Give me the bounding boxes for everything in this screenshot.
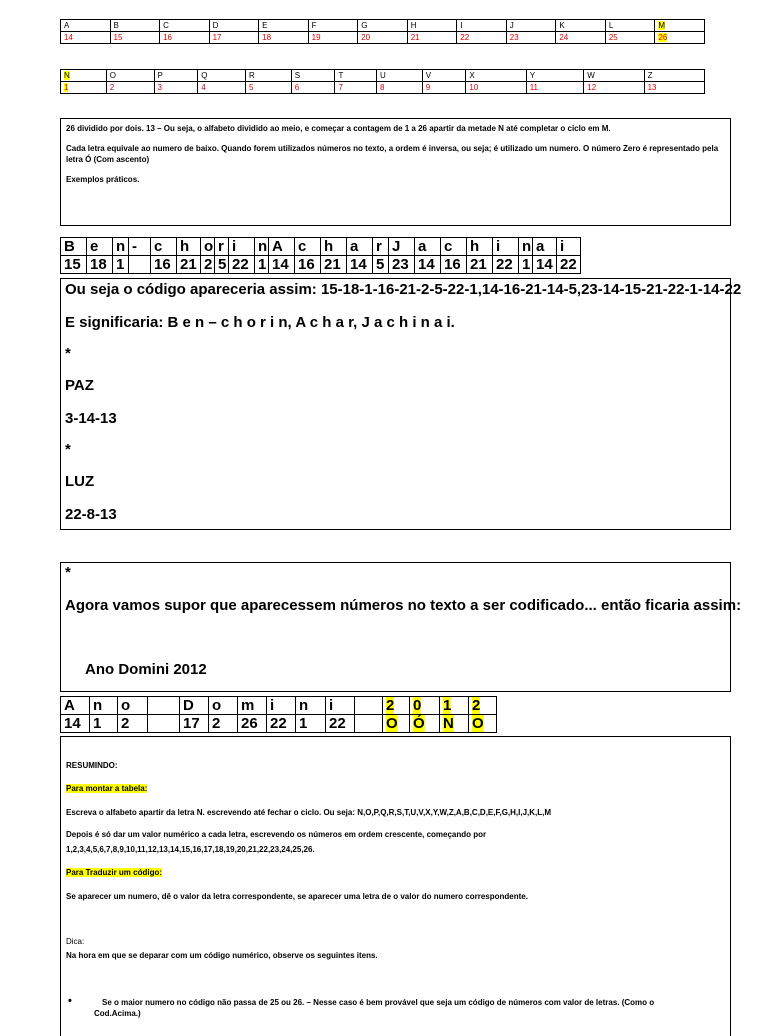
letter-cell: C: [160, 20, 210, 32]
summary-paragraph: 1,2,3,4,5,6,7,8,9,10,11,12,13,14,15,16,17,18,19,20,21,22,23,24,25,26.: [66, 845, 315, 854]
letter-cell: U: [376, 70, 422, 82]
letter-cell: H: [407, 20, 457, 32]
example-explanation-box: [60, 278, 742, 530]
number-cell: 2: [209, 715, 238, 733]
number-cell: 14: [347, 256, 373, 274]
letter-cell: F: [308, 20, 358, 32]
letter-cell: T: [335, 70, 377, 82]
letter-cell: n: [519, 238, 533, 256]
intro-box: [60, 118, 731, 226]
number-cell: 1: [90, 715, 118, 733]
number-cell: 22: [457, 32, 507, 44]
letter-cell: e: [87, 238, 113, 256]
number-cell: 19: [308, 32, 358, 44]
letter-cell: A: [61, 20, 111, 32]
letter-cell: h: [321, 238, 347, 256]
summary-paragraph: Na hora em que se deparar com um código numérico, observe os seguintes itens.: [66, 951, 378, 960]
letter-cell: a: [533, 238, 557, 256]
letter-cell: B: [110, 20, 160, 32]
letter-cell: -: [129, 238, 151, 256]
number-cell: 22: [326, 715, 355, 733]
letter-cell: n: [113, 238, 129, 256]
number-cell: 11: [526, 82, 584, 94]
number-cell: 9: [422, 82, 466, 94]
number-cell: 17: [180, 715, 209, 733]
letter-cell: B: [61, 238, 87, 256]
letter-cell: G: [358, 20, 408, 32]
number-cell: 21: [407, 32, 457, 44]
number-cell: 7: [335, 82, 377, 94]
letter-cell: O: [106, 70, 154, 82]
number-cell: 12: [584, 82, 644, 94]
letter-cell: o: [201, 238, 215, 256]
separator-star: *: [65, 345, 71, 362]
letter-cell: D: [209, 20, 259, 32]
letter-code-cell: O: [383, 715, 410, 733]
letter-code-cell: O: [469, 715, 497, 733]
number-cell: 18: [87, 256, 113, 274]
example-code: 3-14-13: [65, 410, 117, 427]
number-cell: 22: [267, 715, 296, 733]
letter-cell: o: [118, 697, 148, 715]
empty-cell: [148, 697, 180, 715]
letter-cell: o: [209, 697, 238, 715]
letter-cell: K: [556, 20, 606, 32]
number-cell: 1: [113, 256, 129, 274]
number-cell: 25: [605, 32, 655, 44]
number-cell: 17: [209, 32, 259, 44]
number-cell: 13: [644, 82, 704, 94]
intro-paragraph-3: Exemplos práticos.: [66, 175, 140, 184]
meaning-sentence: E significaria: B e n – c h o r i n, A c h a r, J a c h i n a i.: [65, 314, 455, 331]
summary-paragraph: Depois é só dar um valor numérico a cada letra, escrevendo os números em ordem crescente, começando por: [66, 830, 487, 839]
digit-cell: 2: [383, 697, 410, 715]
alphabet-table-n-z: [60, 69, 705, 94]
number-cell: 21: [467, 256, 493, 274]
number-cell: 2: [118, 715, 148, 733]
number-cell: 21: [321, 256, 347, 274]
number-cell: 14: [61, 715, 90, 733]
bullet-text: Cod.Acima.): [94, 1009, 141, 1018]
letter-cell: A: [269, 238, 295, 256]
letter-cell: P: [154, 70, 198, 82]
intro-paragraph-2: Cada letra equivale ao numero de baixo. Quando forem utilizados números no texto, a ordem é inversa, ou seja; é utilizado um numero. O número Zero é representado pela letra Ó (Com ascento): [66, 144, 719, 164]
letter-cell: A: [61, 697, 90, 715]
example-table-benchorin: [60, 237, 581, 274]
tip-label: Dica:: [66, 937, 85, 946]
number-cell: 2: [201, 256, 215, 274]
letter-cell: S: [291, 70, 335, 82]
number-cell: 1: [296, 715, 326, 733]
number-cell: 1: [519, 256, 533, 274]
number-cell: 23: [389, 256, 415, 274]
section-heading: Para montar a tabela:: [66, 784, 148, 793]
bullet-icon: •: [68, 995, 72, 1007]
empty-cell: [355, 697, 383, 715]
example-word: PAZ: [65, 377, 94, 394]
letter-cell: i: [493, 238, 519, 256]
number-cell: 16: [160, 32, 210, 44]
summary-paragraph: Se aparecer um numero, dê o valor da letra correspondente, se aparecer uma letra de o valor do numero correspondente.: [66, 892, 528, 901]
number-cell: 10: [466, 82, 526, 94]
letter-cell: i: [267, 697, 296, 715]
digit-cell: 2: [469, 697, 497, 715]
code-sentence: Ou seja o código apareceria assim: 15-18-1-16-21-2-5-22-1,14-16-21-14-5,23-14-15-21-22-1-14-22: [65, 281, 742, 298]
number-cell: 14: [269, 256, 295, 274]
letter-cell: I: [457, 20, 507, 32]
number-cell: 15: [61, 256, 87, 274]
digit-cell: 1: [440, 697, 469, 715]
letter-cell: m: [238, 697, 267, 715]
letter-code-cell: N: [440, 715, 469, 733]
letter-cell: c: [441, 238, 467, 256]
bullet-item: [66, 997, 752, 1019]
digit-cell: 0: [410, 697, 440, 715]
number-cell: 14: [415, 256, 441, 274]
example-code: 22-8-13: [65, 506, 117, 523]
number-cell: 22: [557, 256, 581, 274]
number-cell: 8: [376, 82, 422, 94]
number-cell: 16: [151, 256, 177, 274]
letter-cell: c: [151, 238, 177, 256]
letter-cell: i: [229, 238, 255, 256]
number-cell: 18: [259, 32, 309, 44]
letter-cell: Z: [644, 70, 704, 82]
letter-cell: L: [605, 20, 655, 32]
letter-cell: i: [326, 697, 355, 715]
example-phrase: Ano Domini 2012: [85, 661, 207, 678]
letter-cell: a: [415, 238, 441, 256]
number-cell: 4: [198, 82, 246, 94]
separator-star: *: [65, 564, 71, 581]
letter-cell: D: [180, 697, 209, 715]
number-cell: 22: [229, 256, 255, 274]
number-cell: 21: [177, 256, 201, 274]
number-cell: 15: [110, 32, 160, 44]
number-cell: 22: [493, 256, 519, 274]
summary-box: [60, 736, 731, 1036]
number-cell: 14: [533, 256, 557, 274]
number-cell: 5: [215, 256, 229, 274]
letter-cell: n: [255, 238, 269, 256]
letter-cell: r: [215, 238, 229, 256]
letter-cell: E: [259, 20, 309, 32]
letter-cell: i: [557, 238, 581, 256]
number-cell: [129, 256, 151, 274]
number-cell: 6: [291, 82, 335, 94]
letter-cell: W: [584, 70, 644, 82]
letter-cell: R: [246, 70, 292, 82]
letter-cell: X: [466, 70, 526, 82]
number-cell: 5: [373, 256, 389, 274]
bullet-text: Se o maior numero no código não passa de 25 ou 26. – Nesse caso é bem provável que seja um código de números com valor de letras. (Como o: [102, 998, 655, 1007]
letter-cell: J: [506, 20, 556, 32]
empty-cell: [148, 715, 180, 733]
alphabet-table-a-m: [60, 19, 705, 44]
summary-title: RESUMINDO:: [66, 761, 118, 770]
separator-star: *: [65, 441, 71, 458]
summary-paragraph: Escreva o alfabeto apartir da letra N. escrevendo até fechar o ciclo. Ou seja: N,O,P,Q,R,S,T,U,V,X,Y,W,Z,A,B,C,D,E,F,G,H,I,J,K,L,M: [66, 808, 552, 817]
letter-cell: n: [90, 697, 118, 715]
number-cell: 23: [506, 32, 556, 44]
example-word: LUZ: [65, 473, 95, 490]
number-cell-highlighted: 1: [61, 82, 107, 94]
letter-cell: Q: [198, 70, 246, 82]
letter-cell: h: [177, 238, 201, 256]
letter-cell: h: [467, 238, 493, 256]
letter-cell: c: [295, 238, 321, 256]
intro-paragraph-1: 26 dividido por dois. 13 – Ou seja, o alfabeto dividido ao meio, e começar a contagem de 1 a 26 apartir da metade N até completar o ciclo em M.: [66, 124, 611, 133]
letter-cell: r: [373, 238, 389, 256]
letter-cell-highlighted: M: [655, 20, 705, 32]
letter-cell: a: [347, 238, 373, 256]
section-heading: Para Traduzir um código:: [66, 868, 163, 877]
empty-cell: [355, 715, 383, 733]
number-cell-highlighted: 26: [655, 32, 705, 44]
number-cell: 14: [61, 32, 111, 44]
number-cell: 2: [106, 82, 154, 94]
letter-cell: Y: [526, 70, 584, 82]
number-cell: 24: [556, 32, 606, 44]
numbers-example-box: [60, 562, 742, 692]
letter-cell-highlighted: N: [61, 70, 107, 82]
number-cell: 16: [295, 256, 321, 274]
number-cell: 1: [255, 256, 269, 274]
number-cell: 20: [358, 32, 408, 44]
letter-cell: n: [296, 697, 326, 715]
number-cell: 3: [154, 82, 198, 94]
letter-code-cell: Ó: [410, 715, 440, 733]
number-cell: 5: [246, 82, 292, 94]
numbers-intro-sentence: Agora vamos supor que aparecessem números no texto a ser codificado... então ficaria assim:: [65, 597, 742, 614]
letter-cell: J: [389, 238, 415, 256]
number-cell: 16: [441, 256, 467, 274]
letter-cell: V: [422, 70, 466, 82]
example-table-anno-domini: [60, 696, 497, 733]
number-cell: 26: [238, 715, 267, 733]
